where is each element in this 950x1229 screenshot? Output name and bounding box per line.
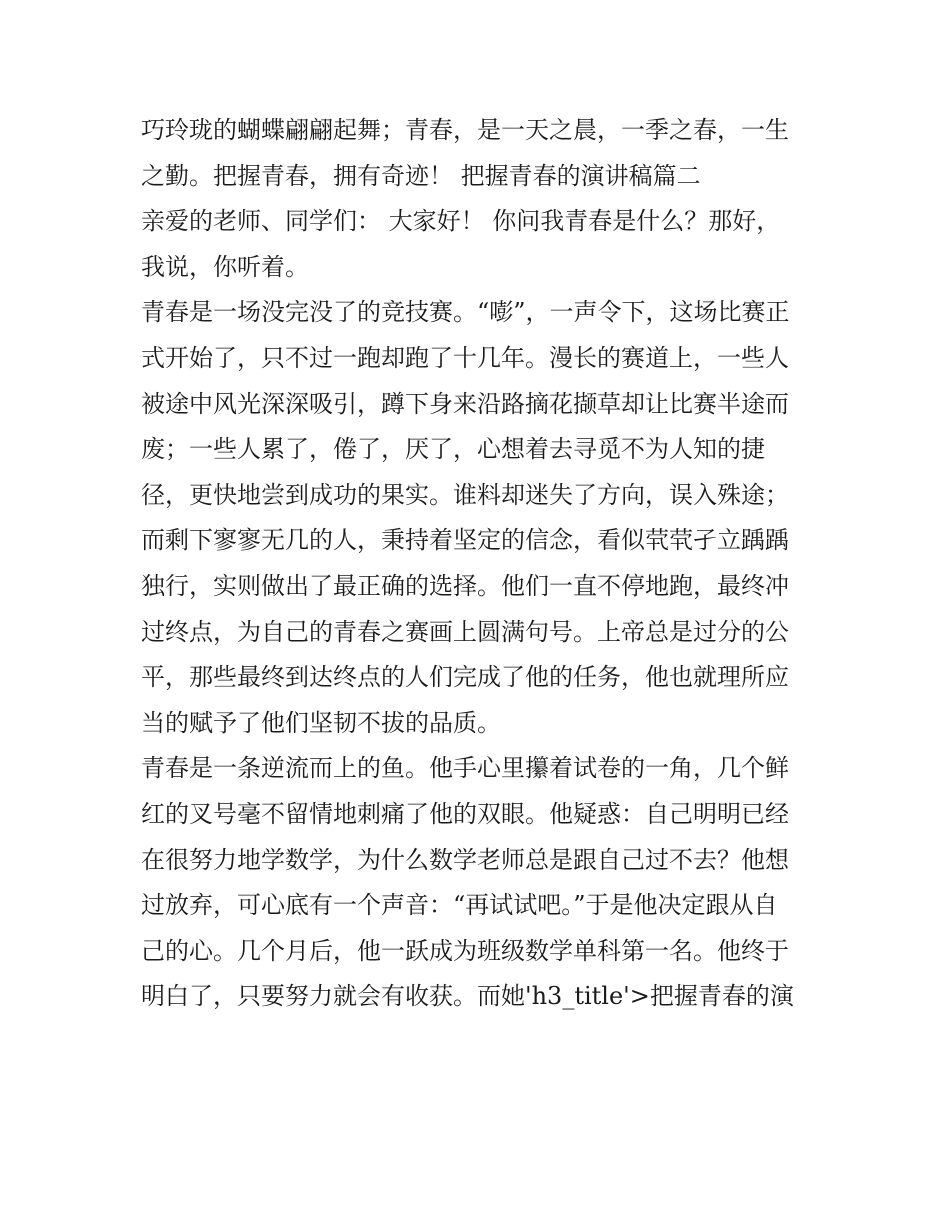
text-line: 红的叉号毫不留情地刺痛了他的双眼。他疑惑：自己明明已经 — [141, 799, 789, 828]
text-line: 当的赋予了他们坚韧不拔的品质。 — [141, 708, 501, 737]
text-line: 过放弃，可心底有一个声音：“再试试吧。”于是他决定跟从自 — [141, 891, 778, 920]
paragraph-3 — [141, 290, 821, 746]
text-line: 己的心。几个月后，他一跃成为班级数学单科第一名。他终于 — [141, 936, 789, 965]
text-line: 被途中风光深深吸引，蹲下身来沿路摘花撷草却让比赛半途而 — [141, 389, 789, 418]
paragraph-1 — [141, 108, 821, 199]
text-line: 我说，你听着。 — [141, 252, 309, 281]
text-line: 之勤。把握青春，拥有奇迹！ 把握青春的演讲稿篇二 — [141, 161, 701, 190]
article-body — [141, 108, 821, 1020]
text-line: 青春是一条逆流而上的鱼。他手心里攥着试卷的一角，几个鲜 — [141, 754, 789, 783]
text-line: 废；一些人累了，倦了，厌了，心想着去寻觅不为人知的捷 — [141, 435, 765, 464]
paragraph-4 — [141, 746, 821, 1020]
text-line: 式开始了，只不过一跑却跑了十几年。漫长的赛道上，一些人 — [141, 343, 789, 372]
text-line: 径，更快地尝到成功的果实。谁料却迷失了方向，误入殊途； — [141, 480, 789, 509]
text-line: 过终点，为自己的青春之赛画上圆满句号。上帝总是过分的公 — [141, 617, 789, 646]
text-line: 明白了，只要努力就会有收获。而她'h3_title'>把握青春的演 — [141, 982, 794, 1011]
text-line: 在很努力地学数学，为什么数学老师总是跟自己过不去？他想 — [141, 845, 789, 874]
text-line: 平，那些最终到达终点的人们完成了他的任务，他也就理所应 — [141, 663, 789, 692]
text-line: 而剩下寥寥无几的人，秉持着坚定的信念，看似茕茕孑立踽踽 — [141, 526, 789, 555]
paragraph-2 — [141, 199, 821, 290]
text-line: 独行，实则做出了最正确的选择。他们一直不停地跑，最终冲 — [141, 571, 789, 600]
text-line: 亲爱的老师、同学们： 大家好！ 你问我青春是什么？那好， — [141, 207, 781, 236]
text-line: 巧玲珑的蝴蝶翩翩起舞；青春，是一天之晨，一季之春，一生 — [141, 116, 789, 144]
text-line: 青春是一场没完没了的竞技赛。“嘭”，一声令下，这场比赛正 — [141, 298, 790, 327]
